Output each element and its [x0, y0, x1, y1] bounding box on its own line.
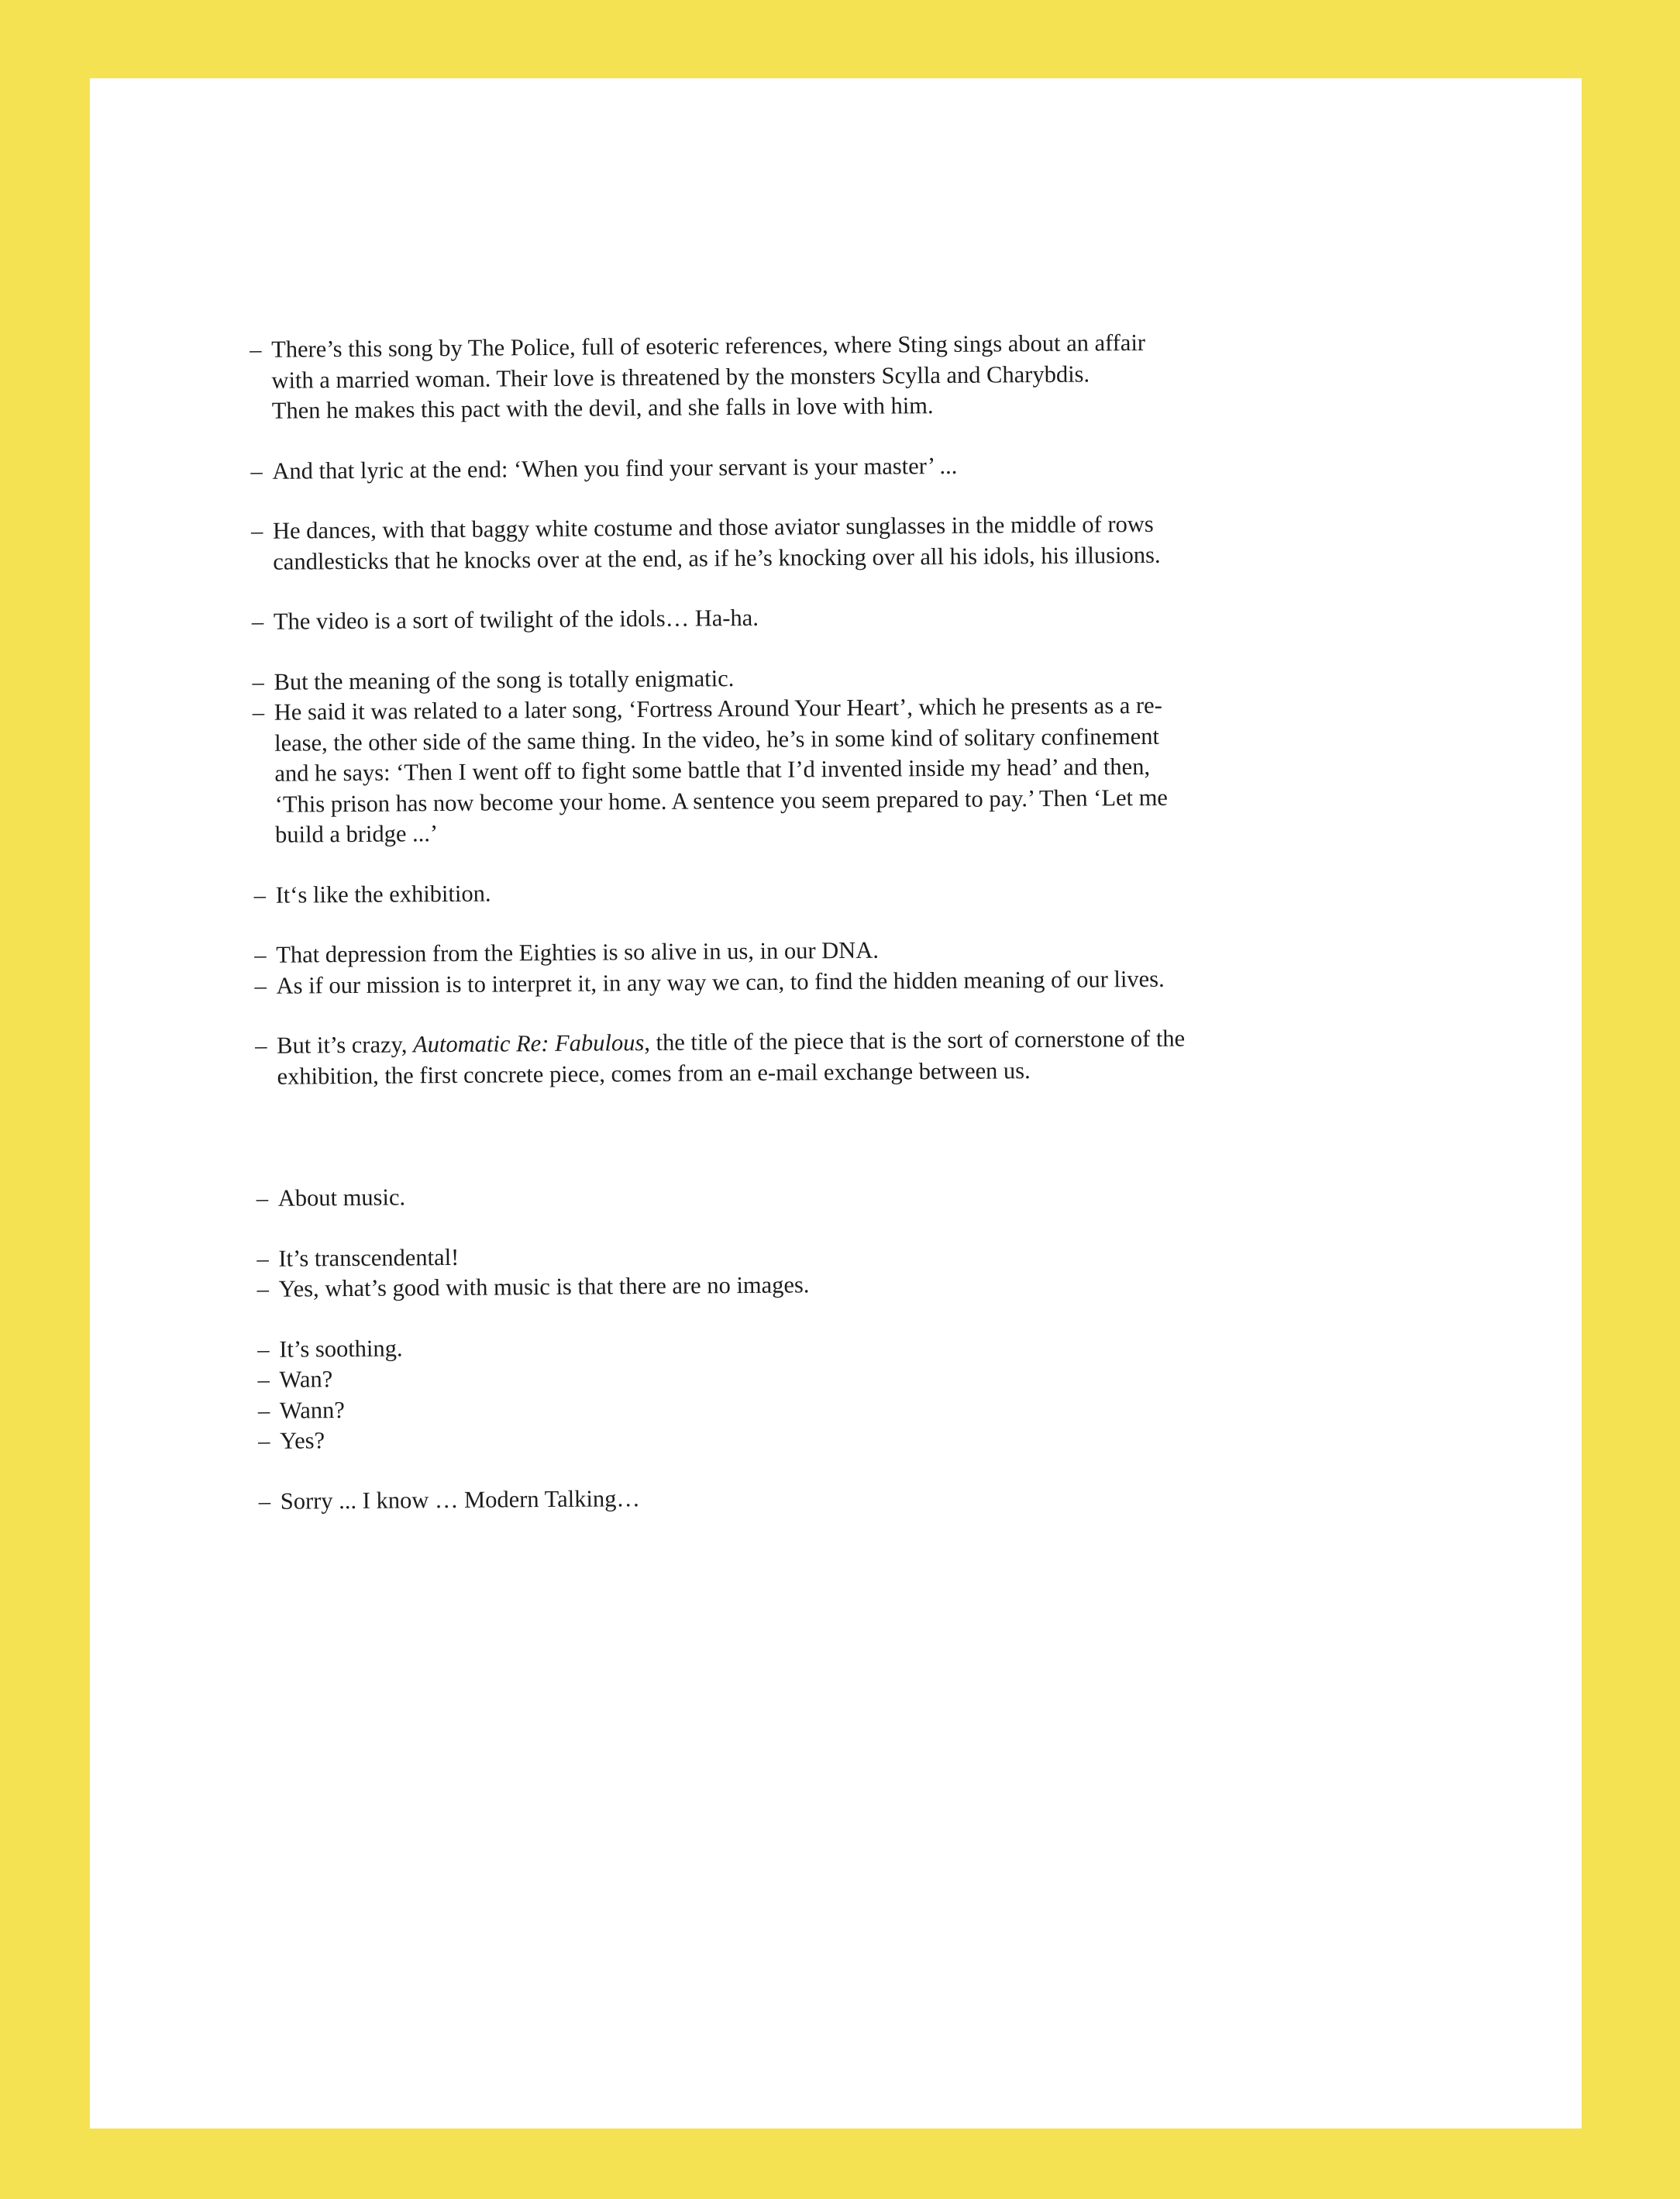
dialogue-line: – Wan?: [257, 1356, 1365, 1396]
dialogue-line: – He said it was related to a later song, ‘Fortress Around Your Heart’, which he presents as a re-: [253, 689, 1361, 729]
dialogue-line: – There’s this song by The Police, full of esoteric references, where Sting sings about an affair: [250, 326, 1358, 366]
dialogue-line: exhibition, the first concrete piece, comes from an e-mail exchange between us.: [277, 1056, 1031, 1090]
dialogue-line: – That depression from the Eighties is so alive in us, in our DNA.: [254, 932, 1362, 971]
dialogue-line: ‘This prison has now become your home. A sentence you seem prepared to pay.’ Then ‘Let me: [274, 784, 1169, 818]
dialogue-line: – It‘s like the exhibition.: [254, 871, 1362, 911]
dialogue-line: – But the meaning of the song is totally enigmatic.: [252, 658, 1360, 698]
dialogue-text-block: [250, 326, 1367, 1517]
dialogue-line: – Wann?: [258, 1387, 1366, 1426]
line-text: , the title of the piece that is the sort of cornerstone of the: [644, 1025, 1186, 1056]
dialogue-line: – It’s transcendental!: [256, 1235, 1365, 1274]
dialogue-line: lease, the other side of the same thing. In the video, he’s in some kind of solitary confinement: [274, 722, 1160, 757]
artwork-title: Automatic Re: Fabulous: [412, 1029, 645, 1058]
dialogue-line: – The video is a sort of twilight of the idols… Ha-ha.: [252, 598, 1360, 638]
dialogue-line: – About music.: [256, 1175, 1365, 1215]
dialogue-line: – Yes?: [258, 1418, 1366, 1457]
dialogue-line: candlesticks that he knocks over at the end, as if he’s knocking over all his idols, his illusions.: [273, 541, 1161, 575]
dialogue-line: Then he makes this pact with the devil, and she falls in love with him.: [271, 392, 934, 424]
dialogue-line: – It’s soothing.: [257, 1325, 1365, 1365]
dialogue-line: – Sorry ... I know … Modern Talking…: [259, 1477, 1367, 1517]
dialogue-line: build a bridge ...’: [274, 820, 439, 848]
dialogue-line: – Yes, what’s good with music is that there are no images.: [257, 1266, 1365, 1305]
dialogue-line: and he says: ‘Then I went off to fight some battle that I’d invented inside my head’ and then,: [274, 753, 1151, 787]
dialogue-line: – And that lyric at the end: ‘When you find your servant is your master’ ...: [250, 447, 1358, 487]
dialogue-line: – As if our mission is to interpret it, in any way we can, to find the hidden meaning of our lives.: [254, 962, 1362, 1001]
dialogue-line: – He dances, with that baggy white costume and those aviator sunglasses in the middle of rows: [251, 508, 1359, 547]
line-text: But it’s crazy,: [277, 1031, 414, 1059]
dialogue-line: with a married woman. Their love is threatened by the monsters Scylla and Charybdis.: [271, 360, 1090, 394]
